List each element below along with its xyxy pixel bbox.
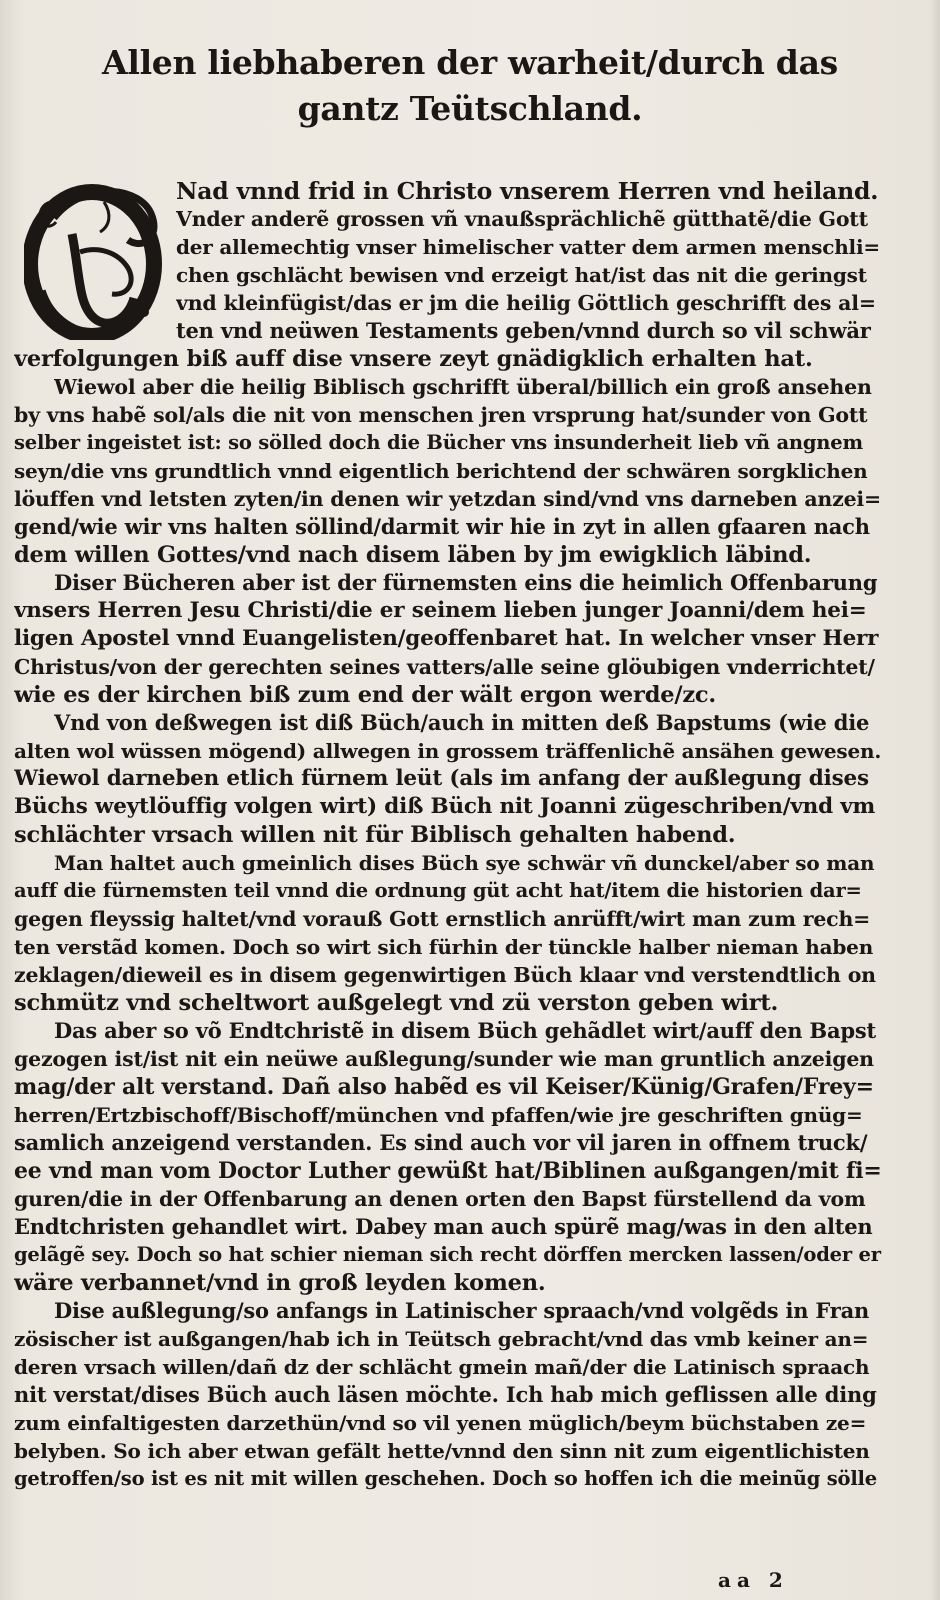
text-line: ten vnd neüwen Testaments geben/vnnd durch so vil schwär [176, 318, 871, 343]
text-line: Christus/von der gerechten seines vatters/alle seine glöubigen vnderrichtet/ [14, 655, 875, 679]
text-line: gezogen ist/ist nit ein neüwe außlegung/sunder wie man gruntlich anzeigen [14, 1047, 874, 1071]
text-line: nit verstat/dises Büch auch läsen möchte. Ich hab mich geflissen alle ding [14, 1382, 877, 1407]
text-line: by vns habẽ sol/als die nit von menschen jren vrsprung hat/sunder von Gott [14, 403, 868, 427]
text-line: Wiewol aber die heilig Biblisch gschrifft überal/billich ein groß ansehen [54, 375, 872, 399]
title-line-2: gantz Teütschland. [297, 89, 643, 128]
text-line: ten verstãd komen. Doch so wirt sich fürhin der tünckle halber nieman haben [14, 935, 874, 959]
text-line: Das aber so võ Endtchristẽ in disem Büch gehãdlet wirt/auff den Bapst [54, 1018, 876, 1043]
title-line-1: Allen liebhaberen der warheit/durch das [102, 43, 838, 82]
text-line: löuffen vnd letsten zyten/in denen wir yetzdan sind/vnd vns darneben anzei= [14, 487, 881, 511]
text-line: chen gschlächt bewisen vnd erzeigt hat/ist das nit die geringst [176, 263, 867, 287]
text-line: samlich anzeigend verstanden. Es sind auch vor vil jaren in offnem truck/ [14, 1130, 868, 1155]
text-line: seyn/die vns grundtlich vnnd eigentlich berichtend der schwären sorgklichen [14, 459, 868, 483]
text-line: schmütz vnd scheltwort außgelegt vnd zü verston geben wirt. [14, 990, 779, 1016]
signature-mark: aa 2 [718, 1568, 789, 1592]
text-line: schlächter vrsach willen nit für Biblisch gehalten habend. [14, 822, 736, 848]
text-line: getroffen/so ist es nit mit willen geschehen. Doch so hoffen ich die meinũg sölle [14, 1467, 877, 1490]
text-line: gelãgẽ sey. Doch so hat schier nieman sich recht dörffen mercken lassen/oder er [14, 1243, 881, 1266]
text-line: vnd kleinfügist/das er jm die heilig Göttlich geschrifft des al= [176, 291, 876, 315]
text-line: Endtchristen gehandlet wirt. Dabey man auch spürẽ mag/was in den alten [14, 1214, 873, 1239]
text-line: gend/wie wir vns halten söllind/darmit wir hie in zyt in allen gfaaren nach [14, 514, 870, 539]
text-line: guren/die in der Offenbarung an denen orten den Bapst fürstellend da vom [14, 1187, 866, 1211]
text-line: dem willen Gottes/vnd nach disem läben by jm ewigklich läbind. [14, 542, 812, 568]
text-line: belyben. So ich aber etwan gefält hette/vnnd den sinn nit zum eigentlichisten [14, 1439, 870, 1463]
text-line: zeklagen/dieweil es in disem gegenwirtigen Büch klaar vnd verstendtlich on [14, 963, 876, 987]
text-line: alten wol wüssen mögend) allwegen in grossem träffenlichẽ ansähen gewesen. [14, 739, 882, 763]
decorated-initial-letter [24, 180, 166, 340]
text-line: ee vnd man vom Doctor Luther gewüßt hat/Biblinen außgangen/mit fi= [14, 1158, 882, 1184]
text-line: der allemechtig vnser himelischer vatter dem armen menschli= [176, 235, 880, 259]
text-line: zum einfaltigesten darzethün/vnd so vil yenen müglich/beym büchstaben ze= [14, 1411, 867, 1435]
text-line: zösischer ist außgangen/hab ich in Teütsch gebracht/vnd das vmb keiner an= [14, 1327, 869, 1351]
text-line: Dise außlegung/so anfangs in Latinischer spraach/vnd volgẽds in Fran [54, 1298, 870, 1323]
text-line: vnsers Herren Jesu Christi/die er seinem lieben junger Joanni/dem hei= [14, 598, 867, 623]
text-line: Man haltet auch gmeinlich dises Büch sye schwär vñ dunckel/aber so man [54, 851, 875, 875]
page-title [100, 40, 840, 132]
text-line: selber ingeistet ist: so sölled doch die Bücher vns insunderheit lieb vñ angnem [14, 431, 863, 454]
text-line: herren/Ertzbischoff/Bischoff/münchen vnd pfaffen/wie jre geschriften gnüg= [14, 1103, 863, 1127]
text-line: Wiewol darneben etlich fürnem leüt (als im anfang der außlegung dises [14, 766, 869, 791]
text-line: Vnd von deßwegen ist diß Büch/auch in mitten deß Bapstums (wie die [54, 710, 870, 735]
text-line: auff die fürnemsten teil vnnd die ordnung güt acht hat/item die historien dar= [14, 879, 862, 902]
text-line: deren vrsach willen/dañ dz der schlächt gmein mañ/der die Latinisch spraach [14, 1355, 870, 1379]
text-line: verfolgungen biß auff dise vnsere zeyt gnädigklich erhalten hat. [14, 346, 813, 372]
text-line: wäre verbannet/vnd in groß leyden komen. [14, 1270, 546, 1296]
text-line: wie es der kirchen biß zum end der wält ergon werde/zc. [14, 682, 717, 708]
text-line: Diser Bücheren aber ist der fürnemsten eins die heimlich Offenbarung [54, 570, 878, 595]
text-line: gegen fleyssig haltet/vnd vorauß Gott ernstlich anrüfft/wirt man zum rech= [14, 907, 871, 931]
text-line: Nad vnnd frid in Christo vnserem Herren vnd heiland. [176, 177, 879, 205]
text-line: Büchs weytlöuffig volgen wirt) diß Büch nit Joanni zügeschriben/vnd vm [14, 794, 876, 819]
text-line: mag/der alt verstand. Dañ also habẽd es vil Keiser/Künig/Grafen/Frey= [14, 1074, 874, 1100]
text-line: ligen Apostel vnnd Euangelisten/geoffenbaret hat. In welcher vnser Herr [14, 626, 879, 651]
text-line: Vnder anderẽ grossen vñ vnaußsprächlichẽ gütthatẽ/die Gott [176, 207, 868, 231]
